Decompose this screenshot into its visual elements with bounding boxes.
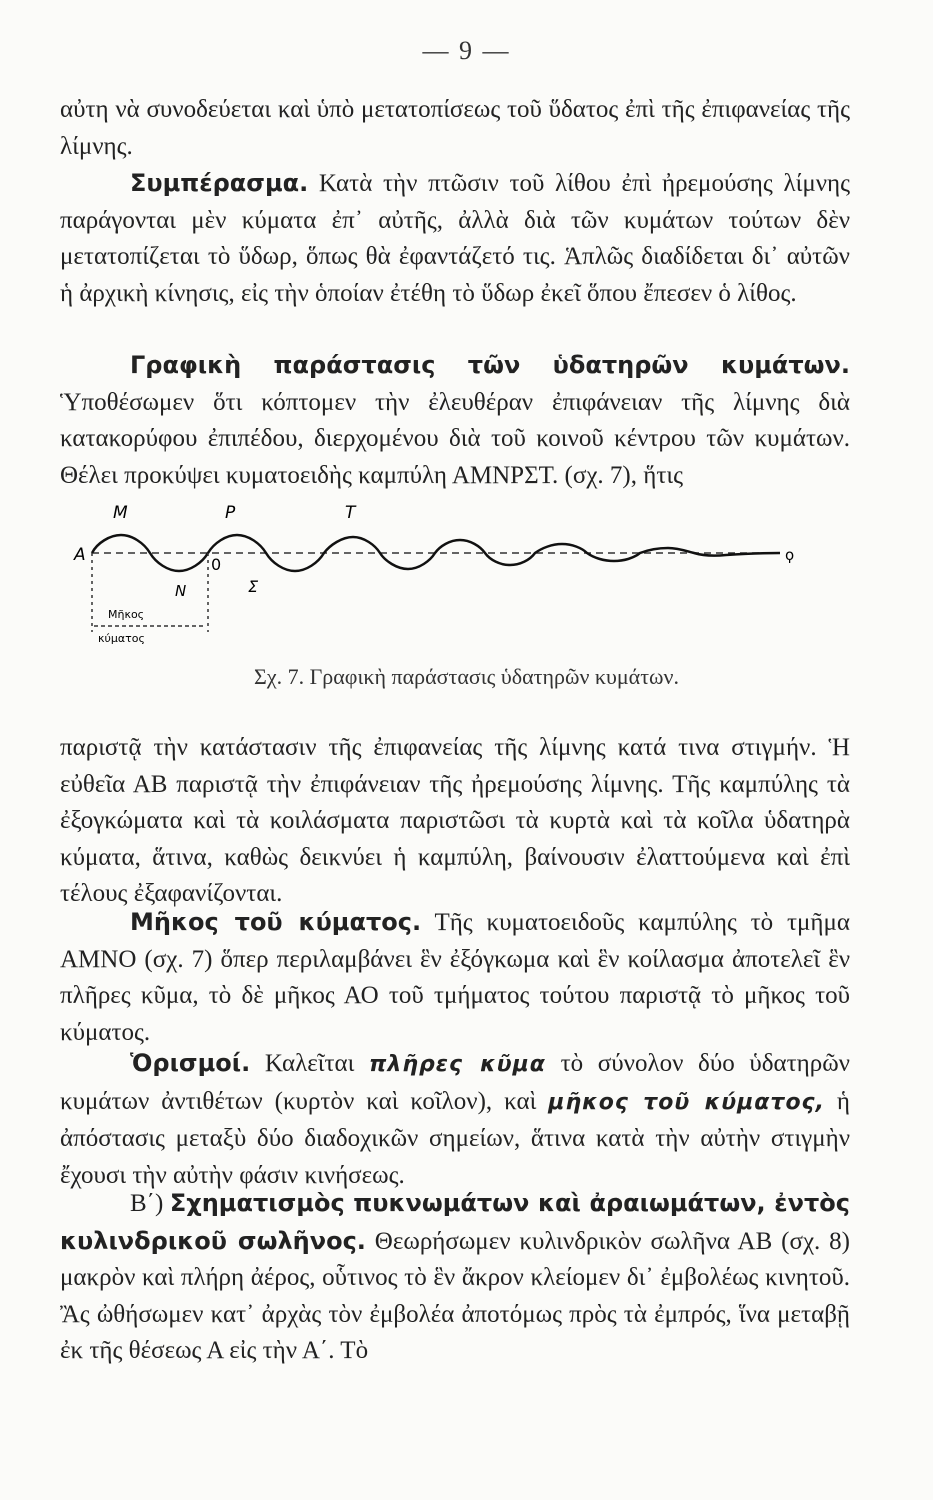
- label-N: Ν: [175, 582, 187, 600]
- paragraph-description: [60, 730, 850, 913]
- label-S: Σ: [248, 577, 259, 596]
- paragraph-text: Καλεῖται: [250, 1050, 370, 1077]
- page-number: — 9 —: [422, 36, 511, 65]
- paragraph-text: αὐτη νὰ συνοδεύεται καὶ ὑπὸ μετατοπίσεως τοῦ ὕδατος ἐπὶ τῆς ἐπιφανείας τῆς λίμνης.: [60, 96, 850, 160]
- figure-caption: Σχ. 7. Γραφικὴ παράστασις ὑδατηρῶν κυμάτων.: [254, 664, 679, 689]
- term-full-wave: πλῆρες κῦμα: [369, 1052, 546, 1077]
- paragraph-text: παριστᾷ τὴν κατάστασιν τῆς ἐπιφανείας τῆς λίμνης κατά τινα στιγμήν. Ἡ εὐθεῖα ΑΒ παριστᾷ τὴν ἐπιφάνειαν τῆς ἠρεμούσης λίμνης. Τῆς καμπύλης τὰ ἐξογκώματα καὶ τὰ κοιλάσματα παριστῶσι τὰ κυρτὰ καὶ τὰ κοῖλα ὑδατηρὰ κύματα, ἅτινα, καθὼς δεικνύει ἡ καμπύλη, βαίνουσιν ἐλαττούμενα καὶ ἐπὶ τέλους ἐξαφανίζονται.: [60, 734, 850, 907]
- paragraph-text: Θεωρήσωμεν κυλινδρικὸν σωλῆνα ΑΒ (σχ. 8) μακρὸν καὶ πλήρη ἀέρος, οὗτινος τὸ ἓν ἄκρον κλείομεν δι᾽ ἐμβολέως κινητοῦ. Ἂς ὠθήσωμεν κατ᾽ ἀρχὰς τὸν ἐμβολέα ἀποτόμως πρὸς τὰ ἐμπρός, ἵνα μεταβῇ ἐκ τῆς θέσεως Α εἰς τὴν Α΄. Τὸ: [60, 1227, 851, 1364]
- wave-diagram-svg: [74, 500, 800, 650]
- label-wave-length-1: Μῆκος: [108, 608, 145, 621]
- term-wave-length: μῆκος τοῦ κύματος,: [548, 1089, 825, 1115]
- section-prefix: Β΄): [130, 1190, 170, 1217]
- label-end: ϙ: [785, 546, 795, 564]
- label-wave-length-2: κύματος: [98, 632, 145, 645]
- paragraph-text: τὸ σύνολον δύο ὑδατηρῶν κυμάτων ἀντιθέτων (κυρτὸν καὶ κοῖλον), καὶ: [60, 1050, 850, 1115]
- paragraph-definitions: [60, 1045, 850, 1194]
- figure-7-wave-diagram: [74, 500, 800, 650]
- label-T: Τ: [345, 503, 356, 523]
- section-heading-conclusion: Συμπέρασμα.: [130, 169, 309, 197]
- paragraph-text: Ὑποθέσωμεν ὅτι κόπτομεν τὴν ἐλευθέραν ἐπιφάνειαν τῆς λίμνης διὰ κατακορύφου ἐπιπέδου, διερχομένου διὰ τοῦ κοινοῦ κέντρου τῶν κυμάτων. Θέλει προκύψει κυματοειδὴς καμπύλη ΑΜΝΡΣΤ. (σχ. 7), ἥτις: [60, 388, 850, 489]
- label-M: Μ: [113, 503, 128, 523]
- paragraph-text: ἡ ἀπόστασις μεταξὺ δύο διαδοχικῶν σημείων, ἅτινα κατὰ τὴν αὐτὴν στιγμὴν ἔχουσι τὴν αὐτὴν φάσιν κινήσεως.: [60, 1087, 850, 1189]
- paragraph-text: Κατὰ τὴν πτῶσιν τοῦ λίθου ἐπὶ ἠρεμούσης λίμνης παράγονται μὲν κύματα ἐπ᾽ αὐτῆς, ἀλλὰ διὰ τῶν κυμάτων τούτων δὲν μετατοπίζεται τὸ ὕδωρ, ὅπως θὰ ἐφαντάζετό τις. Ἁπλῶς διαδίδεται δι᾽ αὐτῶν ἡ ἀρχικὴ κίνησις, εἰς τὴν ὁποίαν ἐτέθη τὸ ὕδωρ ἐκεῖ ὅπου ἔπεσεν ὁ λίθος.: [60, 170, 850, 307]
- label-P: Ρ: [225, 503, 236, 523]
- paragraph-continuation: [60, 92, 850, 165]
- wave-curve: [92, 535, 780, 571]
- label-A: Α: [74, 545, 86, 565]
- section-heading-wave-length: Μῆκος τοῦ κύματος.: [130, 908, 422, 936]
- section-heading-compressions: Σχηματισμὸς πυκνωμάτων καὶ ἀραιωμάτων, ἐντὸς κυλινδρικοῦ σωλῆνος.: [60, 1189, 850, 1255]
- section-heading-definitions: Ὁρισμοί.: [130, 1049, 251, 1077]
- section-heading-graphic: Γραφικὴ παράστασις τῶν ὑδατηρῶν κυμάτων.: [130, 351, 850, 379]
- paragraph-text: Τῆς κυματοειδοῦς καμπύλης τὸ τμῆμα ΑΜΝΟ (σχ. 7) ὅπερ περιλαμβάνει ἓν ἐξόγκωμα καὶ ἓν κοίλασμα ἀποτελεῖ ἓν πλῆρες κῦμα, τὸ δὲ μῆκος ΑΟ τοῦ τμήματος τούτου παριστᾷ τὸ μῆκος τοῦ κύματος.: [60, 909, 850, 1046]
- paragraph-wave-length: [60, 904, 850, 1051]
- paragraph-graphic-representation: [60, 347, 850, 494]
- paragraph-compressions: [60, 1185, 850, 1370]
- label-O: 0: [211, 555, 222, 574]
- paragraph-conclusion: [60, 165, 850, 312]
